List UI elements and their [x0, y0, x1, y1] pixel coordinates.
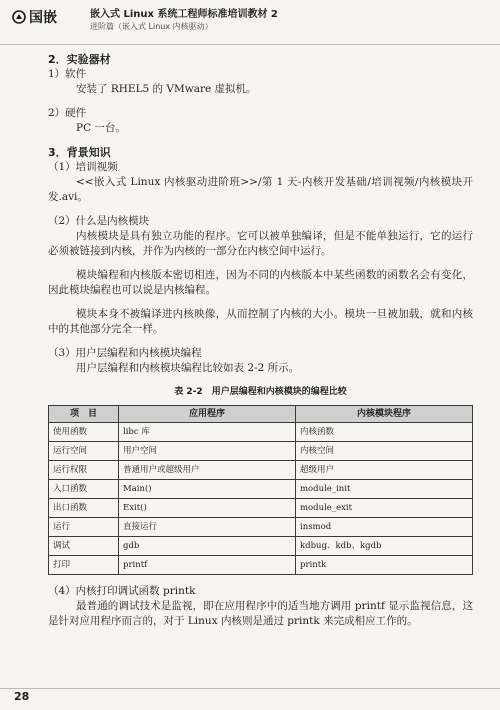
table-cell: 内核空间: [296, 442, 473, 461]
paragraph-module-1: 内核模块是具有独立功能的程序。它可以被单独编译，但是不能单独运行，它的运行必须被链接到内核，并作为内核的一部分在内核空间中运行。: [48, 230, 473, 257]
table-cell: module_exit: [296, 499, 473, 518]
page-header: [0, 0, 500, 45]
table-row: [49, 461, 473, 480]
paragraph-module-3: 模块本身不被编译进内核映像，从而控制了内核的大小。模块一旦被加载，就和内核中的其他部分完全一样。: [48, 308, 473, 335]
table-row: [49, 423, 473, 442]
table-cell: gdb: [119, 537, 296, 556]
publisher-logo: [12, 7, 57, 27]
table-cell: libc 库: [119, 423, 296, 442]
subheading-hardware: 2）硬件: [48, 107, 87, 119]
page-content: [48, 52, 473, 638]
footer-divider: [0, 688, 500, 689]
table-cell: 超级用户: [296, 461, 473, 480]
comparison-table: [48, 405, 473, 575]
book-subtitle: 进阶篇（嵌入式 Linux 内核驱动）: [90, 22, 213, 31]
section-heading-equipment: 2．实验器材: [48, 53, 111, 66]
paragraph-compare: 用户层编程和内核模块编程比较如表 2-2 所示。: [76, 362, 300, 374]
book-title: 嵌入式 Linux 系统工程师标准培训教材 2: [90, 9, 278, 20]
subheading-video: （1）培训视频: [48, 161, 118, 173]
table-cell: 普通用户或超级用户: [119, 461, 296, 480]
table-cell: Exit(): [119, 499, 296, 518]
table-cell: 运行权限: [49, 461, 119, 480]
table-cell: 直接运行: [119, 518, 296, 537]
logo-text: 国嵌: [29, 10, 57, 26]
table-cell: insmod: [296, 518, 473, 537]
table-cell: 用户空间: [119, 442, 296, 461]
table-row: [49, 480, 473, 499]
table-cell: 打印: [49, 556, 119, 575]
subheading-printk: （4）内核打印调试函数 printk: [48, 585, 196, 597]
table-cell: 运行: [49, 518, 119, 537]
table-cell: 入口函数: [49, 480, 119, 499]
paragraph-hardware: PC 一台。: [76, 122, 126, 134]
table-row: [49, 499, 473, 518]
page-number: 28: [14, 690, 30, 703]
section-heading-background: 3．背景知识: [48, 146, 111, 159]
table-cell: 调试: [49, 537, 119, 556]
table-cell: module_init: [296, 480, 473, 499]
paragraph-printk: 最普通的调试技术是监视，即在应用程序中的适当地方调用 printf 显示监视信息，这是针对应用程序而言的，对于 Linux 内核则是通过 printk 来完成相应工作的。: [48, 600, 473, 627]
table-cell: printf: [119, 556, 296, 575]
paragraph-software: 安装了 RHEL5 的 VMware 虚拟机。: [76, 83, 257, 95]
table-header-cell: 内核模块程序: [296, 406, 473, 423]
table-cell: printk: [296, 556, 473, 575]
table-cell: 使用函数: [49, 423, 119, 442]
subheading-kernel-module: （2）什么是内核模块: [48, 215, 150, 227]
logo-icon: [12, 10, 26, 24]
paragraph-video-path: <<嵌入式 Linux 内核驱动进阶班>>/第 1 天-内核开发基础/培训视频/内核模块开发.avi。: [48, 176, 473, 203]
table-cell: kdbug、kdb、kgdb: [296, 537, 473, 556]
table-header-cell: 项 目: [49, 406, 119, 423]
table-cell: 出口函数: [49, 499, 119, 518]
table-row: [49, 442, 473, 461]
table-header-cell: 应用程序: [119, 406, 296, 423]
table-cell: Main(): [119, 480, 296, 499]
table-cell: 内核函数: [296, 423, 473, 442]
table-row: [49, 537, 473, 556]
table-caption: 表 2-2 用户层编程和内核模块的编程比较: [174, 387, 347, 397]
paragraph-module-2: 模块编程和内核版本密切相连，因为不同的内核版本中某些函数的函数名会有变化，因此模块编程也可以说是内核编程。: [48, 269, 473, 296]
table-cell: 运行空间: [49, 442, 119, 461]
subheading-compare: （3）用户层编程和内核模块编程: [48, 347, 202, 359]
table-header-row: [49, 406, 473, 423]
table-row: [49, 518, 473, 537]
subheading-software: 1）软件: [48, 68, 87, 80]
table-row: [49, 556, 473, 575]
